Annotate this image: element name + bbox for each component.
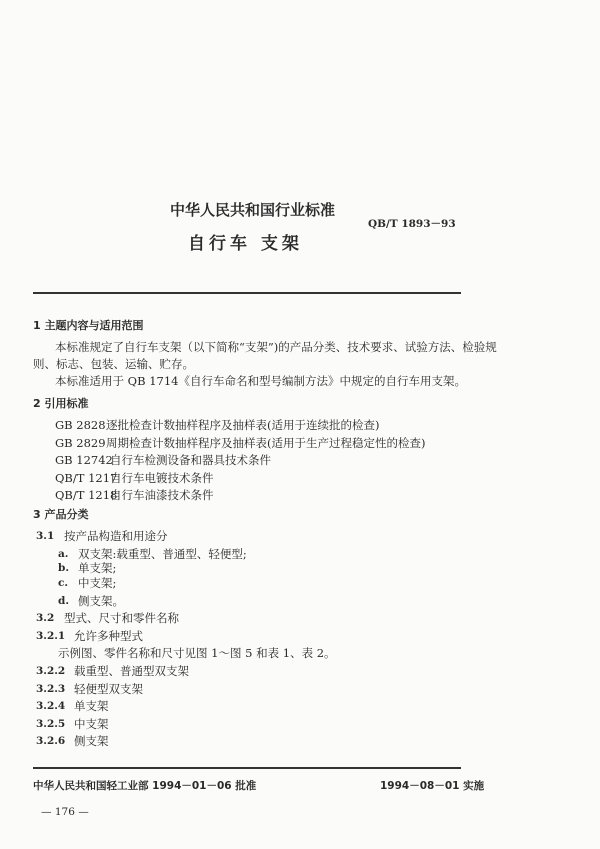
- item-number: c.: [58, 577, 69, 589]
- item-number: a.: [58, 548, 69, 560]
- item-text: 侧支架。: [78, 594, 124, 608]
- item-number: 3.2.1: [36, 630, 66, 642]
- paragraph: 本标准适用于 QB 1714《自行车命名和型号编制方法》中规定的自行车用支架。: [55, 374, 466, 388]
- paragraph: 则、标志、包装、运输、贮存。: [33, 357, 194, 371]
- item-text: 允许多种型式: [74, 629, 143, 643]
- header-rule: [33, 292, 461, 294]
- standard-code: QB/T 1893－93: [368, 218, 456, 230]
- item-text: 中支架: [74, 717, 109, 731]
- item-text: 按产品构造和用途分: [64, 529, 168, 543]
- reference-code: GB 2829: [55, 436, 106, 450]
- item-number: 3.2.4: [36, 700, 66, 712]
- item-text: 载重型、普通型双支架: [74, 664, 189, 678]
- item-text: 单支架: [74, 699, 109, 713]
- page-title: 自行车 支架: [188, 234, 303, 254]
- reference-title: 周期检查计数抽样程序及抽样表(适用于生产过程稳定性的检查): [106, 436, 426, 450]
- item-text: 单支架;: [78, 561, 117, 575]
- item-text: 型式、尺寸和零件名称: [64, 611, 179, 625]
- item-number: b.: [58, 562, 69, 574]
- section-3-heading: 3 产品分类: [33, 508, 89, 521]
- item-text: 侧支架: [74, 734, 109, 748]
- reference-title: 自行车检测设备和器具技术条件: [110, 453, 271, 467]
- section-2-heading: 2 引用标准: [33, 397, 89, 410]
- reference-code: QB/T 1218: [55, 488, 118, 502]
- item-text: 双支架:载重型、普通型、轻便型;: [78, 547, 247, 561]
- item-number: 3.2.2: [36, 665, 66, 677]
- footer-rule: [33, 767, 461, 769]
- item-number: 3.2.5: [36, 718, 66, 730]
- reference-code: GB 12742: [55, 453, 113, 467]
- org-title: 中华人民共和国行业标准: [170, 201, 336, 219]
- item-number: 3.1: [36, 530, 55, 542]
- item-number: d.: [58, 595, 69, 607]
- item-number: 3.2.3: [36, 683, 66, 695]
- item-number: 3.2.6: [36, 735, 66, 747]
- reference-title: 自行车电镀技术条件: [110, 471, 214, 485]
- approval-text: 中华人民共和国轻工业部 1994－01－06 批准: [33, 780, 257, 792]
- page-number: — 176 —: [41, 806, 89, 818]
- reference-title: 自行车油漆技术条件: [110, 488, 214, 502]
- reference-code: QB/T 1217: [55, 471, 118, 485]
- item-text: 示例图、零件名称和尺寸见图 1～图 5 和表 1、表 2。: [58, 646, 336, 660]
- reference-title: 逐批检查计数抽样程序及抽样表(适用于连续批的检查): [106, 418, 380, 432]
- section-1-heading: 1 主题内容与适用范围: [33, 319, 144, 332]
- reference-code: GB 2828: [55, 418, 106, 432]
- item-text: 中支架;: [78, 576, 117, 590]
- item-text: 轻便型双支架: [74, 682, 143, 696]
- effective-date: 1994－08－01 实施: [380, 780, 485, 792]
- item-number: 3.2: [36, 612, 55, 624]
- paragraph: 本标准规定了自行车支架（以下简称“支架”)的产品分类、技术要求、试验方法、检验规: [55, 340, 497, 354]
